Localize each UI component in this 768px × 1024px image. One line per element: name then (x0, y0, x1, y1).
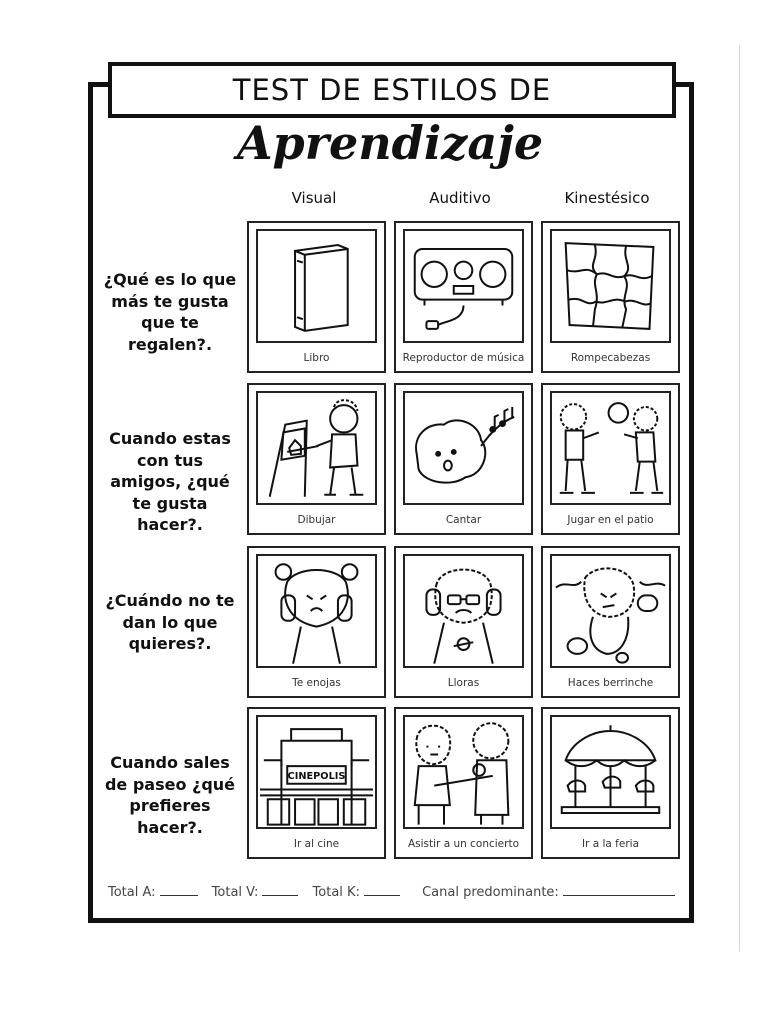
book-icon (256, 229, 377, 343)
option-caption: Dibujar (297, 514, 336, 526)
total-a-label: Total A: (108, 885, 156, 900)
child-painting-icon (256, 391, 377, 505)
total-v-field[interactable] (262, 884, 298, 896)
option-caption: Ir a la feria (581, 838, 640, 850)
option-card-concierto[interactable] (394, 707, 533, 859)
column-header-visual: Visual (291, 189, 337, 207)
column-header-kinestesico: Kinestésico (564, 189, 650, 207)
question-3: ¿Cuándo no te dan lo que quieres?. (105, 591, 235, 654)
cinema-sign: CINEPOLIS (287, 770, 346, 782)
puzzle-icon (550, 229, 671, 343)
option-caption: Haces berrinche (567, 677, 654, 689)
angry-girl-icon (256, 554, 377, 668)
option-card-dibujar[interactable] (247, 383, 386, 535)
option-card-te-enojas[interactable] (247, 546, 386, 698)
canal-label: Canal predominante: (422, 885, 559, 900)
option-caption: Cantar (445, 514, 482, 526)
carousel-icon (550, 715, 671, 829)
option-caption: Reproductor de música (402, 352, 525, 364)
option-card-libro[interactable] (247, 221, 386, 373)
total-v-label: Total V: (211, 885, 259, 900)
children-playing-ball-icon (550, 391, 671, 505)
children-concert-icon (403, 715, 524, 829)
option-caption: Ir al cine (293, 838, 340, 850)
total-k-field[interactable] (364, 884, 400, 896)
option-card-rompecabezas[interactable] (541, 221, 680, 373)
totals-footer (108, 884, 688, 900)
cinema-building-icon (256, 715, 377, 829)
child-singing-icon (403, 391, 524, 505)
option-caption: Lloras (447, 677, 480, 689)
page-edge-line (739, 45, 740, 951)
crying-child-icon (403, 554, 524, 668)
total-a-field[interactable] (160, 884, 198, 896)
option-caption: Rompecabezas (570, 352, 651, 364)
option-card-feria[interactable] (541, 707, 680, 859)
option-caption: Asistir a un concierto (407, 838, 519, 850)
page-subtitle: Aprendizaje (236, 116, 544, 170)
title-banner (108, 62, 676, 118)
question-4: Cuando sales de paseo ¿qué prefieres hacer?. (104, 753, 236, 837)
option-card-berrinche[interactable] (541, 546, 680, 698)
option-card-jugar-patio[interactable] (541, 383, 680, 535)
option-caption: Te enojas (292, 677, 341, 689)
option-caption: Jugar en el patio (567, 514, 654, 526)
option-card-reproductor[interactable] (394, 221, 533, 373)
option-card-cantar[interactable] (394, 383, 533, 535)
option-caption: Libro (303, 352, 330, 364)
total-k-label: Total K: (312, 885, 360, 900)
question-1: ¿Qué es lo que más te gusta que te regalen?. (103, 270, 237, 354)
question-2: Cuando estas con tus amigos, ¿qué te gusta hacer?. (109, 429, 231, 535)
column-header-auditivo: Auditivo (429, 189, 491, 207)
canal-field[interactable] (563, 884, 675, 896)
tantrum-child-icon (550, 554, 671, 668)
music-player-icon (403, 229, 524, 343)
page-title: TEST DE ESTILOS DE (232, 73, 552, 107)
option-card-cine[interactable] (247, 707, 386, 859)
option-card-lloras[interactable] (394, 546, 533, 698)
